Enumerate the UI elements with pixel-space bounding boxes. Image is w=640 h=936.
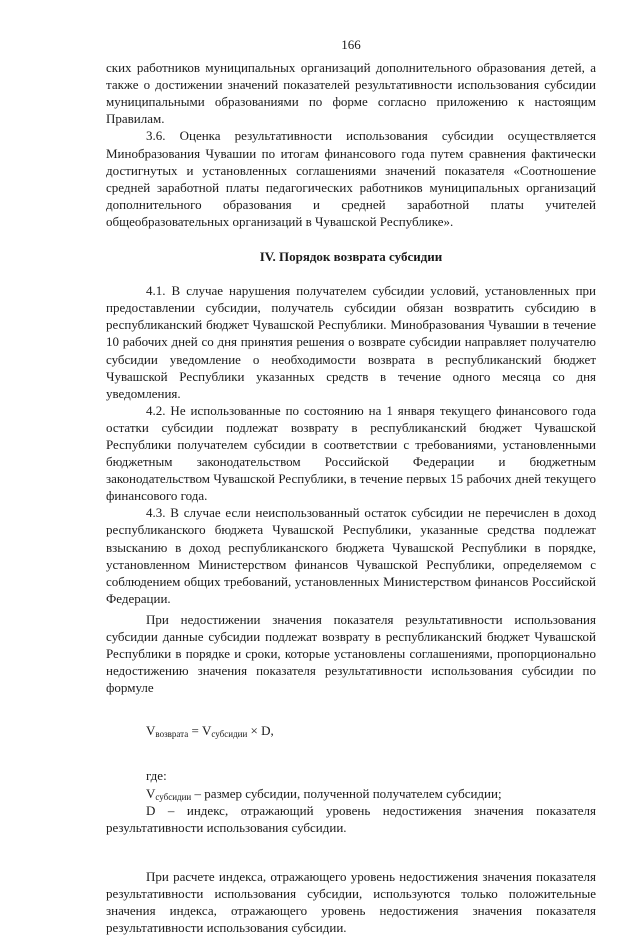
definition-sub: субсидии <box>155 791 192 802</box>
formula-lhs-sub: возврата <box>155 729 189 740</box>
definition-text: – индекс, отражающий уровень недостижения значения показателя результативности использования субсидии. <box>106 802 596 835</box>
section-heading: IV. Порядок возврата субсидии <box>259 249 443 265</box>
where-label: где: <box>146 768 167 784</box>
definition-d-index <box>106 802 596 836</box>
definition-symbol: D <box>146 802 156 818</box>
paragraph-nondelivery: При недостижении значения показателя результативности использования субсидии данные субсидии подлежат возврату в республиканский бюджет Чувашской Республики в порядке и сроки, которые установлены соглашениями, пропорционально недостижению значения показателя результативности использования субсидии по формуле <box>106 611 596 696</box>
final-paragraph: При расчете индекса, отражающего уровень недостижения значения показателя результативности использования субсидии, используются только положительные значения индекса, отражающего уровень недостижения значения показателя результативности использования субсидии. <box>106 868 596 936</box>
paragraph-4-3: 4.3. В случае если неиспользованный остаток субсидии не перечислен в доход республиканского бюджета Чувашской Республики, указанные средства подлежат взысканию в доход республиканского бюджета Чувашской Республики в порядке, установленном Министерством финансов Чувашской Республики, определяемом с соблюдением общих требований, установленных Министерством финансов Российской Федерации. <box>106 505 596 606</box>
paragraph-3-6: 3.6. Оценка результативности использования субсидии осуществляется Минобразования Чувашии по итогам финансового года путем сравнения фактически достигнутых и установленных соглашениями значений показателя «Соотношение средней заработной платы педагогических работников муниципальных организаций дополнительного образования и средней заработной платы учителей общеобразовательных организаций в Чувашской Республике». <box>106 128 596 229</box>
definition-text: – размер субсидии, полученной получателем субсидии; <box>191 785 502 801</box>
page-number: 166 <box>341 37 361 52</box>
formula-equals: = <box>188 723 203 739</box>
paragraph-continued: ских работников муниципальных организаций дополнительного образования детей, а также о достижении значений показателей результативности использования субсидии муниципальными образованиями по форме согласно приложению к настоящим Правилам. <box>106 60 596 127</box>
paragraph-4-2: 4.2. Не использованные по состоянию на 1 января текущего финансового года остатки субсидии подлежат возврату в республиканский бюджет Чувашской Республики получателем субсидии в соответствии с требованиями, установленными бюджетным законодательством Российской Федерации и бюджетным законодательством Чувашской Республики, в течение первых 15 рабочих дней текущего финансового года. <box>106 402 596 504</box>
return-formula <box>146 722 596 739</box>
document-page <box>106 36 596 936</box>
formula-rhs-tail: × D, <box>247 723 274 739</box>
paragraph-4-1: 4.1. В случае нарушения получателем субсидии условий, установленных при предоставлении субсидии, получатель субсидии обязан возвратить субсидию в республиканский бюджет Чувашской Республики. Минобразования Чувашии в течение 10 рабочих дней со дня принятия решения о возврате субсидии направляет получателю субсидии уведомление о необходимости возврата в республиканский бюджет Чувашской Республики указанных средств в течение одного месяца со дня уведомления. <box>106 283 596 401</box>
formula-lhs-symbol: V <box>146 723 156 739</box>
formula-rhs-sub: субсидии <box>211 729 248 740</box>
formula-rhs-symbol: V <box>202 723 212 739</box>
definition-v-subsidy <box>106 785 596 802</box>
definition-symbol: V <box>146 785 156 801</box>
